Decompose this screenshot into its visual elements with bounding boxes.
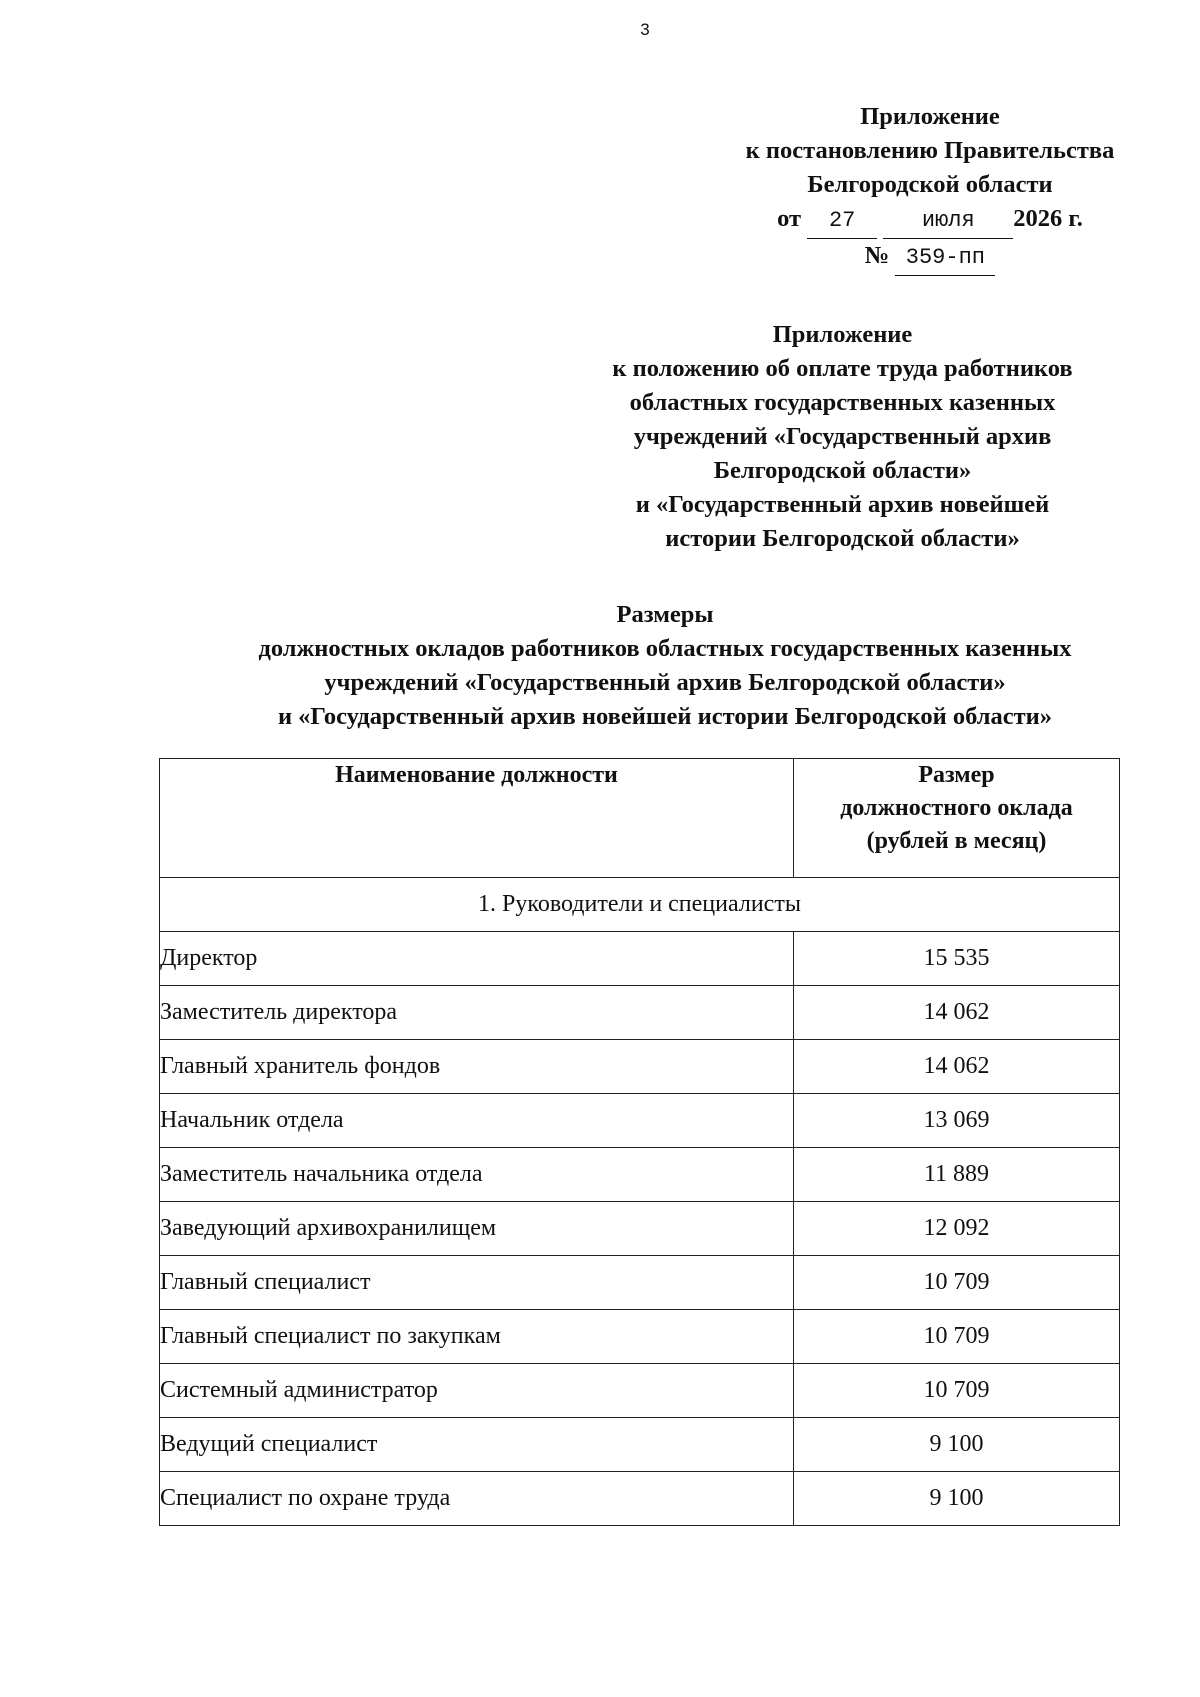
- header-size-line: Размер: [918, 762, 995, 788]
- document-title: [150, 598, 1180, 734]
- salary-value: 13 069: [794, 1094, 1120, 1148]
- salary-value: 9 100: [794, 1418, 1120, 1472]
- table-row: [160, 1040, 1120, 1094]
- annex-line: областных государственных казенных: [629, 389, 1056, 416]
- annex-line: учреждений «Государственный архив: [633, 423, 1052, 450]
- date-prefix: от: [777, 205, 802, 232]
- position-name: Специалист по охране труда: [160, 1472, 794, 1526]
- title-line: и «Государственный архив новейшей истории Белгородской области»: [277, 703, 1053, 730]
- approval-line-1: Приложение: [860, 103, 1000, 130]
- salary-value: 14 062: [794, 1040, 1120, 1094]
- approval-line-2: к постановлению Правительства: [745, 137, 1115, 164]
- salary-value: 10 709: [794, 1364, 1120, 1418]
- annex-line: Белгородской области»: [713, 457, 972, 484]
- section-row: [160, 878, 1120, 932]
- position-name: Главный специалист по закупкам: [160, 1310, 794, 1364]
- salary-value: 11 889: [794, 1148, 1120, 1202]
- salary-value: 15 535: [794, 932, 1120, 986]
- header-size-line: (рублей в месяц): [866, 828, 1047, 854]
- approval-date-line: [670, 202, 1190, 239]
- table-row: [160, 986, 1120, 1040]
- position-name: Системный администратор: [160, 1364, 794, 1418]
- header-size-line: должностного оклада: [840, 795, 1073, 821]
- position-name: Заместитель начальника отдела: [160, 1148, 794, 1202]
- salary-value: 12 092: [794, 1202, 1120, 1256]
- page-number: 3: [640, 20, 650, 39]
- position-name: Главный специалист: [160, 1256, 794, 1310]
- table-row: [160, 1148, 1120, 1202]
- annex-line: Приложение: [772, 321, 913, 348]
- position-name: Начальник отдела: [160, 1094, 794, 1148]
- document-number: 359-пп: [895, 241, 995, 276]
- salary-value: 10 709: [794, 1256, 1120, 1310]
- salary-value: 10 709: [794, 1310, 1120, 1364]
- salary-value: 14 062: [794, 986, 1120, 1040]
- table-row: [160, 1472, 1120, 1526]
- table-row: [160, 1202, 1120, 1256]
- title-line: должностных окладов работников областных государственных казенных: [258, 635, 1072, 662]
- title-line: учреждений «Государственный архив Белгородской области»: [324, 669, 1006, 696]
- annex-line: истории Белгородской области»: [665, 525, 1020, 552]
- table-row: [160, 932, 1120, 986]
- approval-header: [670, 100, 1190, 276]
- title-line: Размеры: [616, 601, 714, 628]
- section-title: 1. Руководители и специалисты: [160, 878, 1120, 932]
- table-header-row: [160, 759, 1120, 878]
- position-name: Главный хранитель фондов: [160, 1040, 794, 1094]
- table-row: [160, 1256, 1120, 1310]
- position-name: Ведущий специалист: [160, 1418, 794, 1472]
- position-name: Директор: [160, 932, 794, 986]
- header-position-name: Наименование должности: [160, 759, 794, 878]
- table-row: [160, 1094, 1120, 1148]
- header-salary-size: [794, 759, 1120, 878]
- table-row: [160, 1310, 1120, 1364]
- annex-line: и «Государственный архив новейшей: [635, 491, 1050, 518]
- date-month: июля: [883, 204, 1013, 239]
- date-day: 27: [807, 204, 877, 239]
- annex-header: [555, 318, 1130, 556]
- table-row: [160, 1418, 1120, 1472]
- position-name: Заведующий архивохранилищем: [160, 1202, 794, 1256]
- date-year: 2026 г.: [1013, 205, 1083, 232]
- table-row: [160, 1364, 1120, 1418]
- salary-value: 9 100: [794, 1472, 1120, 1526]
- annex-line: к положению об оплате труда работников: [612, 355, 1073, 382]
- number-prefix: №: [864, 242, 890, 269]
- position-name: Заместитель директора: [160, 986, 794, 1040]
- approval-line-3: Белгородской области: [807, 171, 1053, 198]
- salary-table: [159, 758, 1120, 1526]
- approval-number-line: [670, 239, 1190, 276]
